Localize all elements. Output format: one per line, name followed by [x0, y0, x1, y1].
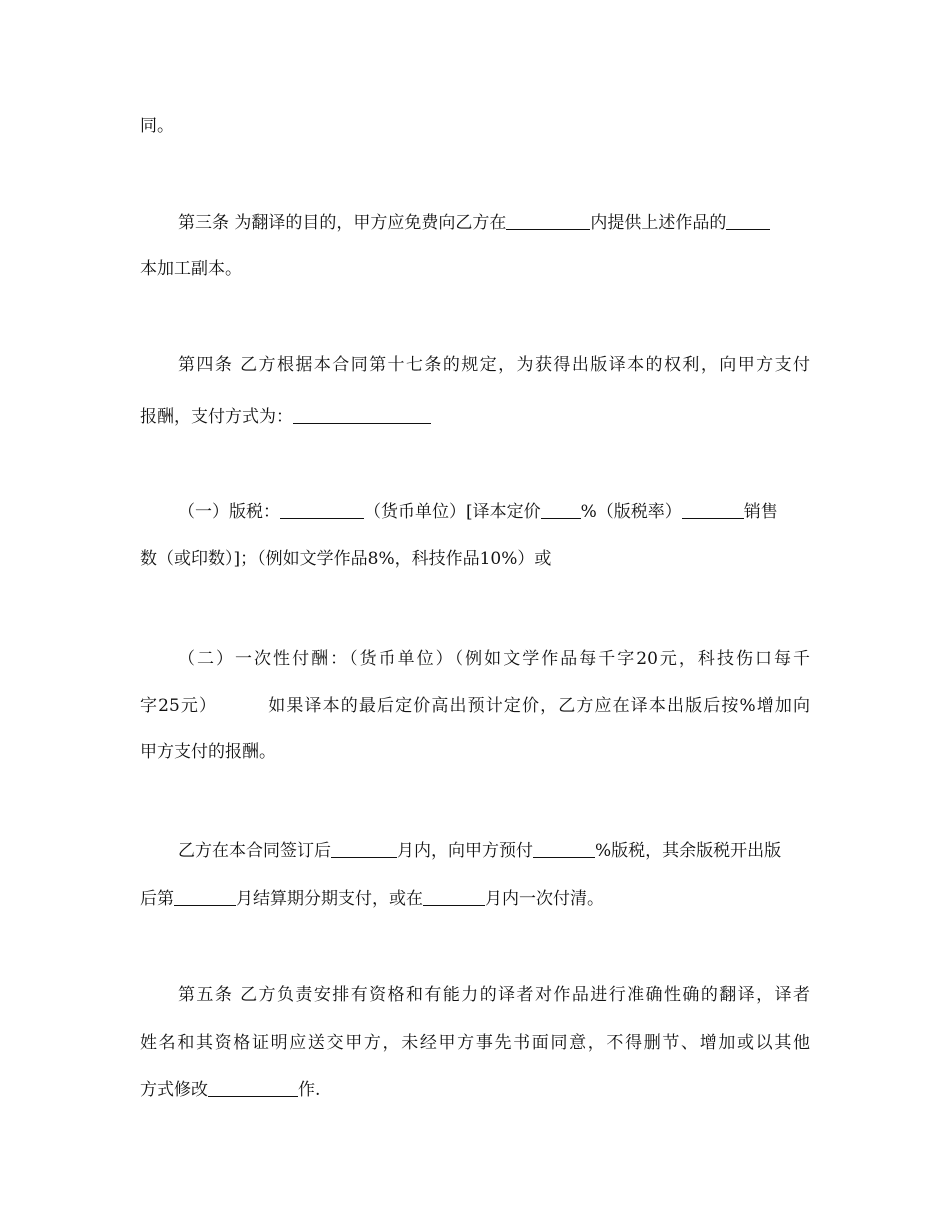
royalty-line — [178, 500, 810, 524]
line-text: 作. — [298, 1080, 321, 1100]
lump-sum-line — [178, 647, 810, 671]
blank-field — [682, 501, 744, 519]
royalty-text: （一）版税： — [178, 502, 280, 522]
blank-field — [533, 840, 595, 858]
text-line — [140, 114, 810, 138]
clause-3-text: 内提供上述作品的 — [590, 213, 727, 233]
clause-5-continuation — [140, 1031, 810, 1055]
blank-field — [174, 888, 236, 906]
royalty-text: %（版税率） — [580, 502, 682, 522]
line-text: 月内一次付清。 — [485, 889, 604, 909]
line-text: 方式修改 — [140, 1080, 208, 1100]
blank-field — [726, 212, 770, 230]
blank-field — [331, 840, 397, 858]
line-text: 姓名和其资格证明应送交甲方，未经甲方事先书面同意，不得删节、增加或以其他 — [140, 1033, 810, 1053]
clause-3-text: 第三条 为翻译的目的，甲方应免费向乙方在 — [178, 213, 507, 233]
clause-5-line — [178, 983, 810, 1007]
line-text: 报酬，支付方式为： — [140, 407, 293, 427]
prepayment-line — [178, 839, 810, 863]
prepayment-text: 月内，向甲方预付 — [397, 841, 533, 861]
prepayment-text: 乙方在本合同签订后 — [178, 841, 331, 861]
clause-3-line — [178, 211, 810, 235]
lump-sum-end — [140, 740, 810, 764]
blank-field — [208, 1079, 298, 1097]
clause-3-continuation — [140, 257, 810, 281]
blank-field — [293, 406, 431, 424]
line-text: 甲方支付的报酬。 — [140, 742, 276, 762]
line-text: 字25元） — [140, 696, 218, 716]
line-text: 后第 — [140, 889, 174, 909]
royalty-continuation — [140, 547, 810, 571]
blank-field — [280, 501, 364, 519]
clause-4-text: 第四条 乙方根据本合同第十七条的规定，为获得出版译本的权利，向甲方支付 — [178, 355, 810, 375]
royalty-text: 销售 — [743, 502, 778, 522]
line-text: 如果译本的最后定价高出预计定价，乙方应在译本出版后按%增加向 — [267, 696, 811, 716]
line-text: 本加工副本。 — [140, 259, 242, 279]
royalty-text: （货币单位）[译本定价 — [364, 502, 541, 522]
clause-5-end — [140, 1078, 810, 1102]
blank-field — [423, 888, 485, 906]
prepayment-continuation — [140, 887, 810, 911]
lump-sum-text: （二）一次性付酬：（货币单位）（例如文学作品每千字20元，科技伤口每千 — [178, 649, 810, 669]
line-text: 月结算期分期支付，或在 — [236, 889, 423, 909]
line-text: 数（或印数）]；（例如文学作品8%，科技作品10%）或 — [140, 549, 552, 569]
blank-field — [506, 212, 590, 230]
blank-field — [541, 501, 581, 519]
lump-sum-continuation — [140, 694, 810, 718]
clause-4-continuation — [140, 405, 810, 429]
line-text: 同。 — [140, 116, 174, 136]
prepayment-text: %版税，其余版税开出版 — [595, 841, 782, 861]
clause-5-text: 第五条 乙方负责安排有资格和有能力的译者对作品进行准确性确的翻译，译者 — [178, 985, 810, 1005]
clause-4-line — [178, 353, 810, 377]
